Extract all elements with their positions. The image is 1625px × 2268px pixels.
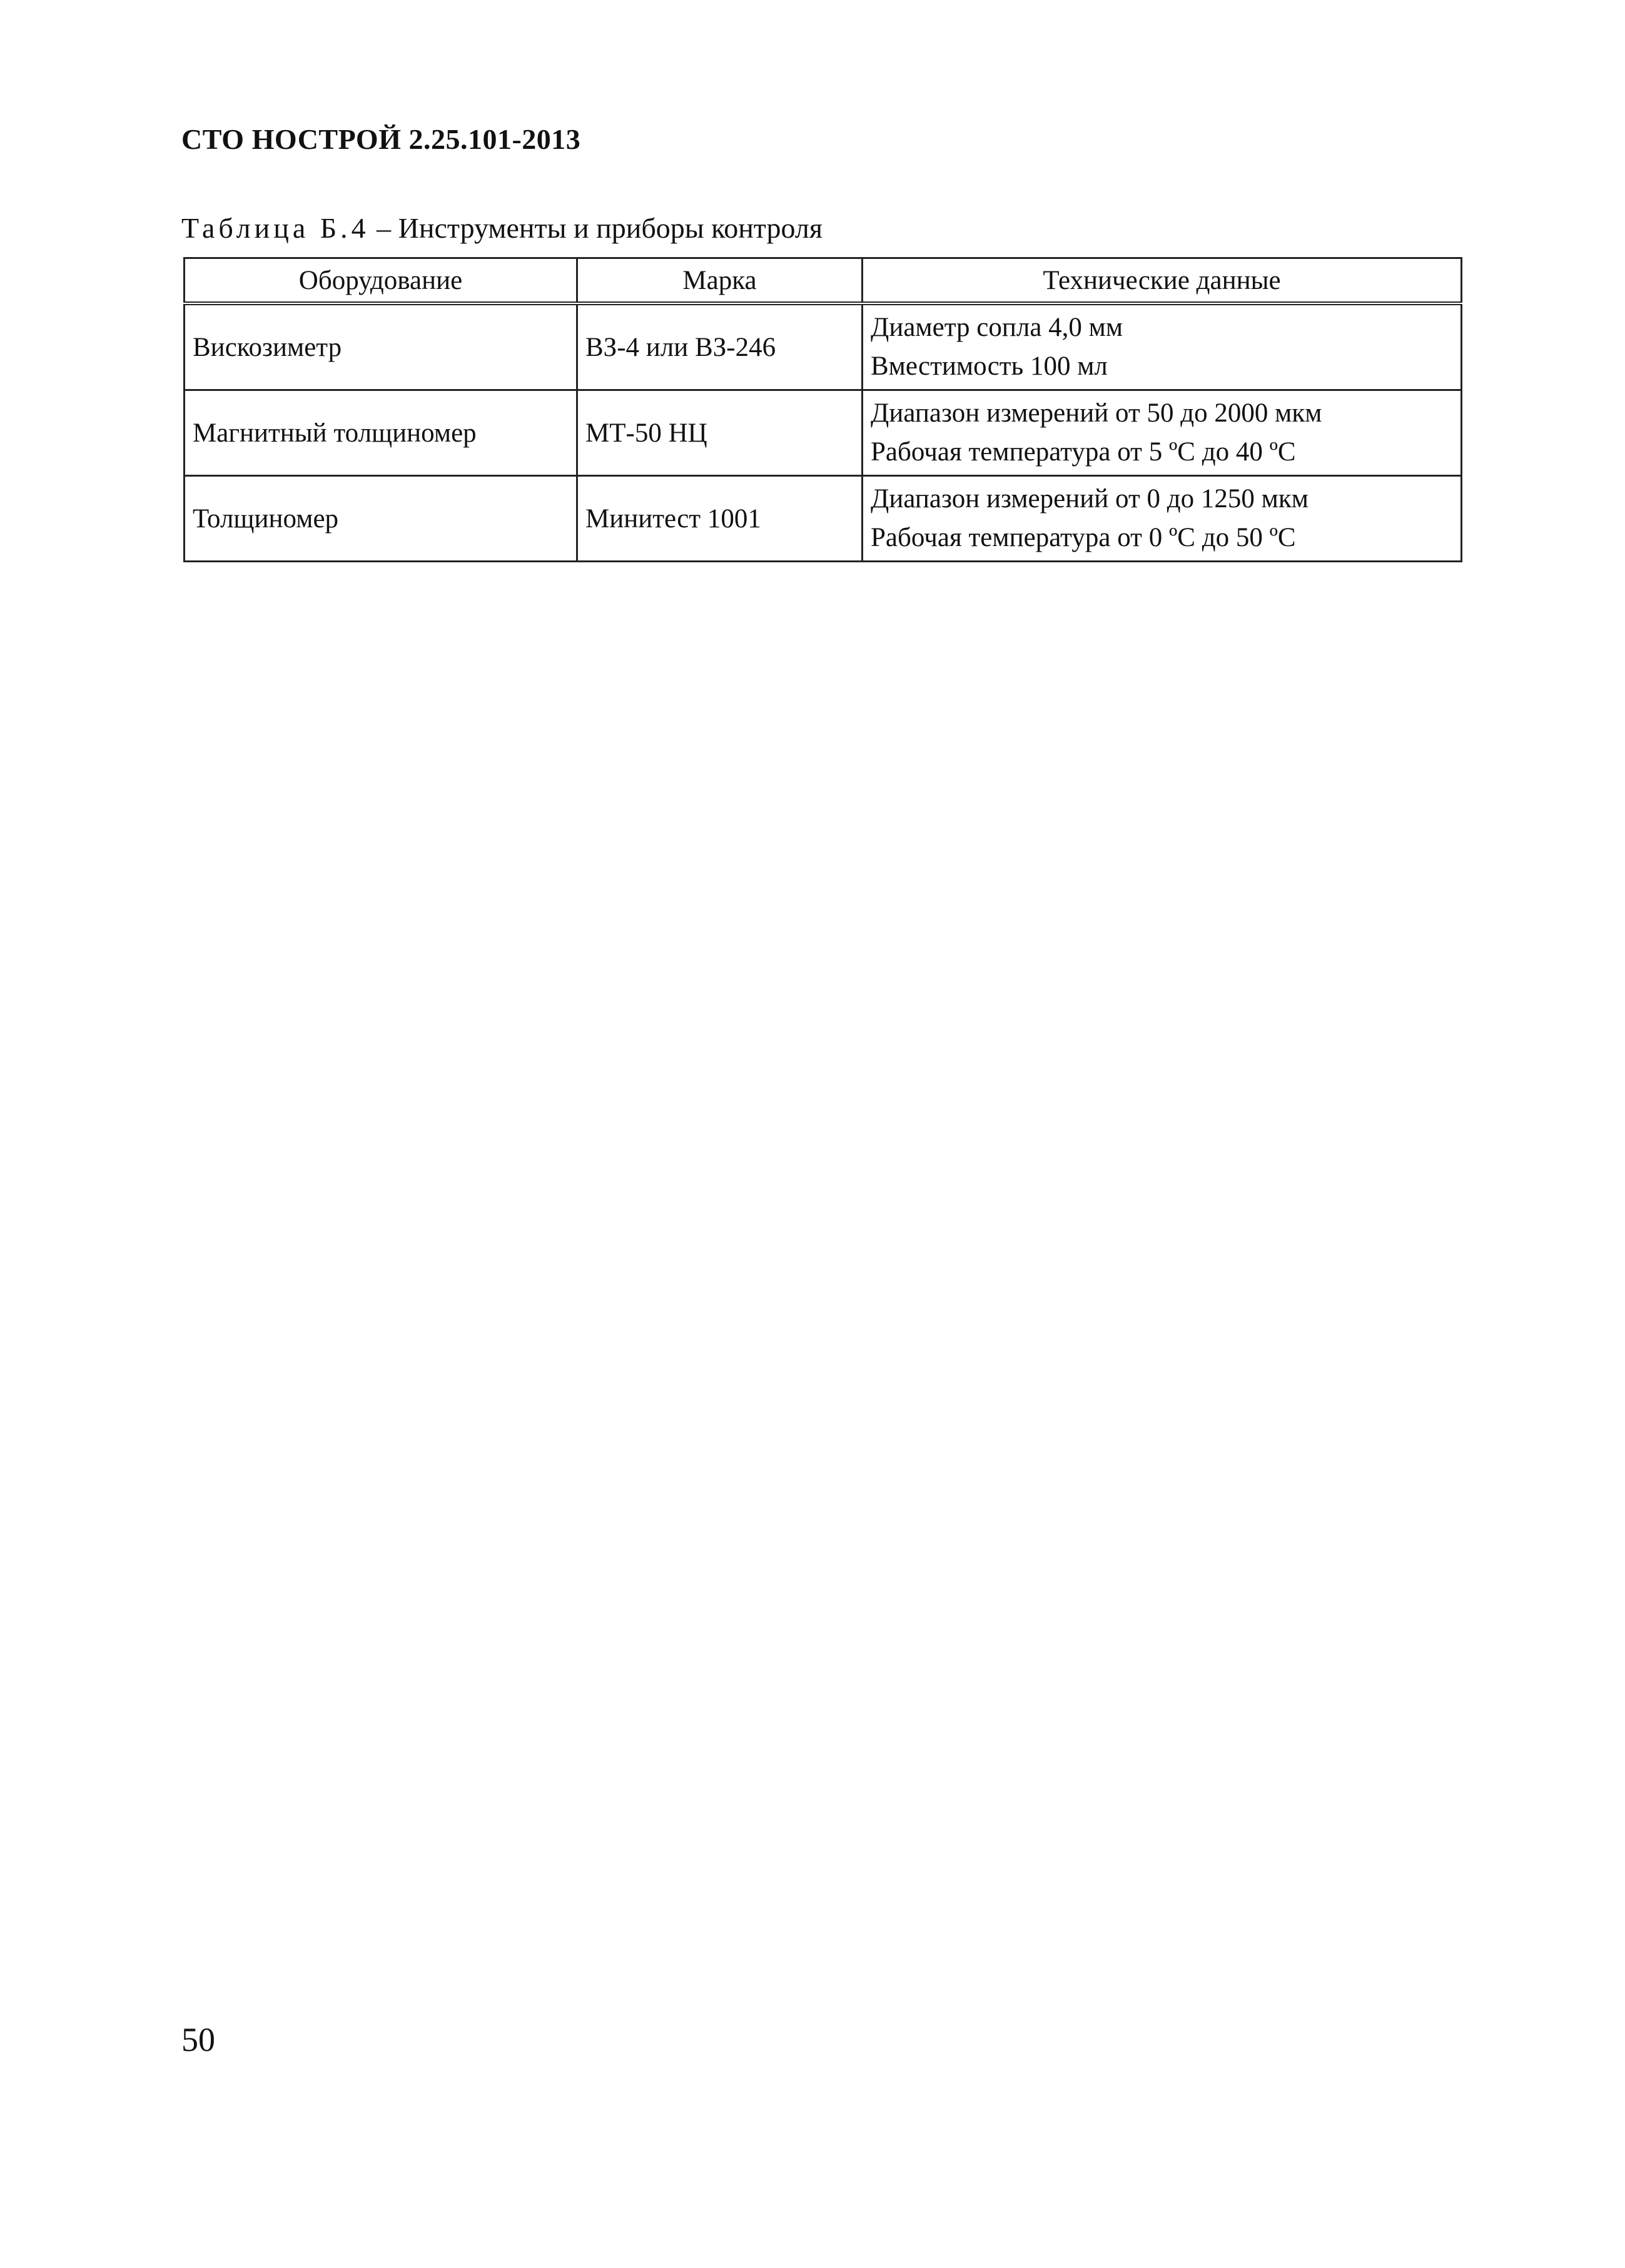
page-number: 50: [181, 2021, 215, 2058]
table-row: [185, 303, 1462, 390]
table-caption-text: – Инструменты и приборы контроля: [369, 212, 823, 244]
table-caption: [181, 211, 823, 245]
tech-line: Диаметр сопла 4,0 мм: [871, 313, 1123, 342]
column-header-tech-data: Технические данные: [863, 258, 1462, 304]
tech-line: Вместимость 100 мл: [871, 352, 1108, 381]
tech-line: Рабочая температура от 0 ºС до 50 ºС: [871, 523, 1296, 552]
table-row: [185, 390, 1462, 476]
tech-line: Диапазон измерений от 0 до 1250 мкм: [871, 484, 1309, 514]
cell-tech-data: [863, 390, 1462, 476]
cell-brand: ВЗ-4 или ВЗ-246: [577, 303, 863, 390]
cell-equipment: Магнитный толщиномер: [185, 390, 577, 476]
table-header-row: [185, 258, 1462, 304]
tech-line: Диапазон измерений от 50 до 2000 мкм: [871, 398, 1322, 428]
cell-brand: МТ-50 НЦ: [577, 390, 863, 476]
cell-tech-data: [863, 303, 1462, 390]
instruments-table: [183, 257, 1462, 562]
column-header-brand: Марка: [577, 258, 863, 304]
cell-tech-data: [863, 476, 1462, 562]
column-header-equipment: Оборудование: [185, 258, 577, 304]
document-code-header: СТО НОСТРОЙ 2.25.101-2013: [181, 123, 581, 155]
tech-line: Рабочая температура от 5 ºС до 40 ºС: [871, 437, 1296, 467]
cell-equipment: Толщиномер: [185, 476, 577, 562]
cell-brand: Минитест 1001: [577, 476, 863, 562]
table-caption-label: Таблица Б.4: [181, 212, 370, 244]
cell-equipment: Вискозиметр: [185, 303, 577, 390]
table-row: [185, 476, 1462, 562]
